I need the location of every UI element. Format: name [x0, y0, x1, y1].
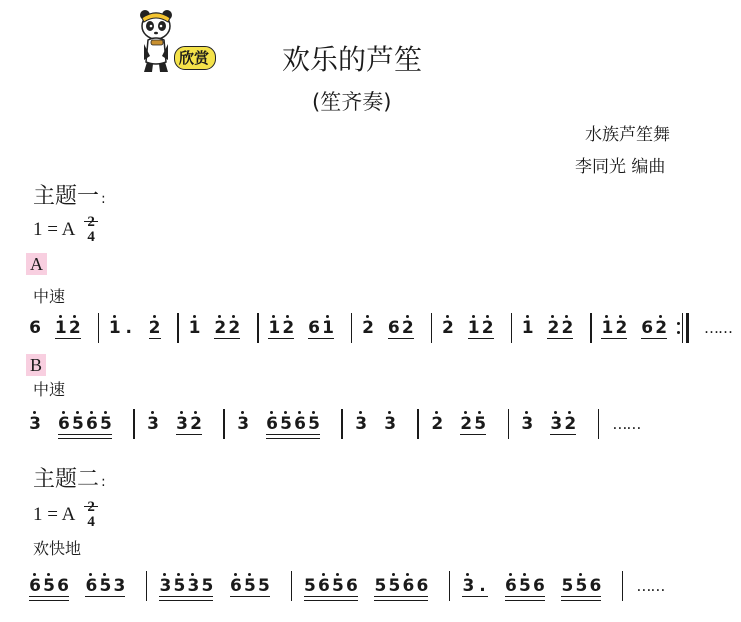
note: 1 — [321, 308, 335, 348]
note: 1 — [467, 308, 481, 348]
beam-underline — [308, 338, 334, 339]
beam-underline — [268, 338, 294, 339]
note: 2 — [614, 308, 628, 348]
beam-underline — [266, 438, 320, 439]
note: 2 — [281, 308, 295, 348]
theme2-colon: : — [101, 474, 106, 490]
note: 6 — [532, 576, 545, 596]
note: 5 — [99, 404, 113, 444]
barline — [431, 313, 432, 343]
beam-underline — [374, 596, 428, 597]
note: 2 — [227, 308, 241, 348]
beam-underline — [230, 596, 270, 597]
note: 2 — [68, 308, 82, 348]
note: 5 — [172, 566, 186, 606]
note: 5 — [307, 404, 321, 444]
barline — [598, 409, 599, 439]
note: 2 — [546, 308, 560, 348]
note: 5 — [98, 566, 112, 606]
beam-underline — [159, 600, 213, 601]
note: 5 — [304, 576, 316, 596]
note: 6 — [589, 576, 602, 596]
note: 5 — [331, 566, 345, 606]
beam-underline — [561, 600, 601, 601]
note: 3 — [520, 404, 534, 444]
barline — [590, 313, 591, 343]
continuation-ellipsis: …… — [636, 577, 665, 595]
note: 3 — [113, 576, 126, 596]
barline — [341, 409, 342, 439]
note: 2 — [430, 404, 444, 444]
continuation-ellipsis: …… — [612, 415, 641, 433]
note: 5 — [201, 576, 214, 596]
note: 6 — [641, 318, 654, 338]
beam-underline — [462, 596, 488, 597]
beam-underline — [214, 338, 240, 339]
beam-underline — [176, 434, 202, 435]
beam-underline — [29, 596, 69, 597]
note: 3 — [146, 404, 160, 444]
barline — [351, 313, 352, 343]
note: 1 — [267, 308, 281, 348]
beam-underline — [304, 596, 358, 597]
beam-underline — [58, 438, 112, 439]
note: 3 — [158, 566, 172, 606]
beam-underline — [159, 596, 213, 597]
note: 5 — [473, 404, 487, 444]
note: 3 — [236, 404, 250, 444]
beam-underline — [388, 338, 414, 339]
theme1-label: 主题一 — [33, 184, 100, 209]
beam-underline — [601, 338, 627, 339]
note: 6 — [308, 318, 320, 338]
page-title: 欢乐的芦笙 — [282, 43, 423, 76]
barline — [257, 313, 258, 343]
beam-underline — [266, 434, 320, 435]
beam-underline — [85, 596, 125, 597]
staff-theme2 — [28, 566, 728, 606]
theme1-heading — [33, 179, 106, 210]
note: 1 — [188, 308, 202, 348]
section-b-tag: B — [26, 354, 46, 376]
section-b-tempo: 中速 — [33, 380, 66, 399]
note: 2 — [148, 308, 162, 348]
note: 1 — [521, 308, 535, 348]
note: 3 — [383, 404, 397, 444]
beam-underline — [460, 434, 486, 435]
note: 1 — [54, 308, 68, 348]
note: 6 — [387, 318, 400, 338]
note: 5 — [42, 566, 56, 606]
note: 6 — [57, 576, 69, 596]
barline — [223, 409, 224, 439]
badge-label: 欣赏 — [174, 46, 216, 70]
theme1-colon: : — [101, 191, 106, 207]
note: 2 — [459, 404, 473, 444]
theme1-time-signature — [87, 215, 95, 245]
panda-mascot-badge — [130, 10, 240, 74]
note: 5 — [243, 566, 257, 606]
note: 5 — [374, 576, 387, 596]
beam-underline — [374, 600, 428, 601]
note: 6 — [265, 404, 279, 444]
barline — [146, 571, 147, 601]
note: . — [479, 576, 486, 596]
note: 6 — [346, 576, 358, 596]
page-subtitle: (笙齐奏) — [312, 90, 392, 114]
barline — [133, 409, 134, 439]
note: 6 — [85, 404, 99, 444]
section-a-tag: A — [26, 253, 47, 275]
note: 2 — [441, 308, 455, 348]
note: 3 — [28, 404, 42, 444]
barline — [291, 571, 292, 601]
section-a-tempo: 中速 — [33, 287, 66, 306]
beam-underline — [149, 338, 161, 339]
barline — [417, 409, 418, 439]
note: 6 — [29, 318, 41, 338]
note: 6 — [57, 404, 71, 444]
note: 6 — [401, 566, 415, 606]
note: 3 — [461, 566, 475, 606]
note: 5 — [574, 566, 588, 606]
credits-composer: 李同光 编曲 — [575, 157, 666, 177]
beam-underline — [55, 338, 81, 339]
theme1-time-top — [87, 215, 95, 230]
theme2-tempo: 欢快地 — [33, 539, 82, 558]
theme1-time-bottom: 4 — [87, 229, 95, 245]
note: 5 — [518, 566, 532, 606]
note: 1 — [108, 308, 122, 348]
note: 6 — [504, 566, 518, 606]
note: 5 — [258, 576, 270, 596]
beam-underline — [304, 600, 358, 601]
note: . — [125, 318, 132, 338]
note: 2 — [560, 308, 574, 348]
note: 2 — [189, 404, 203, 444]
note: 3 — [354, 404, 368, 444]
theme2-heading — [33, 462, 106, 493]
barline — [449, 571, 450, 601]
theme2-time-bottom: 4 — [87, 514, 95, 530]
note: 2 — [481, 308, 495, 348]
credits-origin: 水族芦笙舞 — [585, 125, 670, 145]
note: 5 — [387, 566, 401, 606]
staff-theme1-b — [28, 404, 728, 444]
barline — [511, 313, 512, 343]
theme1-key: 1 = A — [33, 219, 76, 240]
note: 3 — [175, 404, 189, 444]
barline — [508, 409, 509, 439]
theme2-time-top — [87, 500, 95, 515]
barline — [177, 313, 178, 343]
note: 2 — [401, 308, 415, 348]
barline — [622, 571, 623, 601]
beam-underline — [505, 596, 545, 597]
note: 2 — [654, 308, 668, 348]
beam-underline — [547, 338, 573, 339]
note: 6 — [293, 404, 307, 444]
note: 1 — [600, 308, 614, 348]
theme2-time-signature — [87, 500, 95, 530]
theme2-label: 主题二 — [33, 467, 100, 492]
note: 6 — [229, 566, 243, 606]
note: 6 — [84, 566, 98, 606]
note: 6 — [416, 576, 429, 596]
note: 5 — [279, 404, 293, 444]
beam-underline — [561, 596, 601, 597]
panda-icon — [134, 10, 180, 74]
beam-underline — [58, 434, 112, 435]
note: 5 — [71, 404, 85, 444]
theme2-key-signature — [33, 500, 95, 530]
staff-theme1-a — [28, 308, 732, 348]
end-repeat-barline — [676, 313, 690, 343]
note: 2 — [563, 404, 577, 444]
beam-underline — [29, 600, 69, 601]
beam-underline — [505, 600, 545, 601]
note: 3 — [549, 404, 563, 444]
note: 2 — [213, 308, 227, 348]
note: 3 — [186, 566, 200, 606]
beam-underline — [468, 338, 494, 339]
beam-underline — [550, 434, 576, 435]
beam-underline — [641, 338, 667, 339]
theme1-key-signature — [33, 215, 95, 245]
note: 2 — [361, 308, 375, 348]
continuation-ellipsis: …… — [704, 319, 732, 337]
note: 6 — [28, 566, 42, 606]
theme2-key: 1 = A — [33, 504, 76, 525]
barline — [98, 313, 99, 343]
note: 5 — [561, 576, 574, 596]
note: 6 — [317, 566, 331, 606]
